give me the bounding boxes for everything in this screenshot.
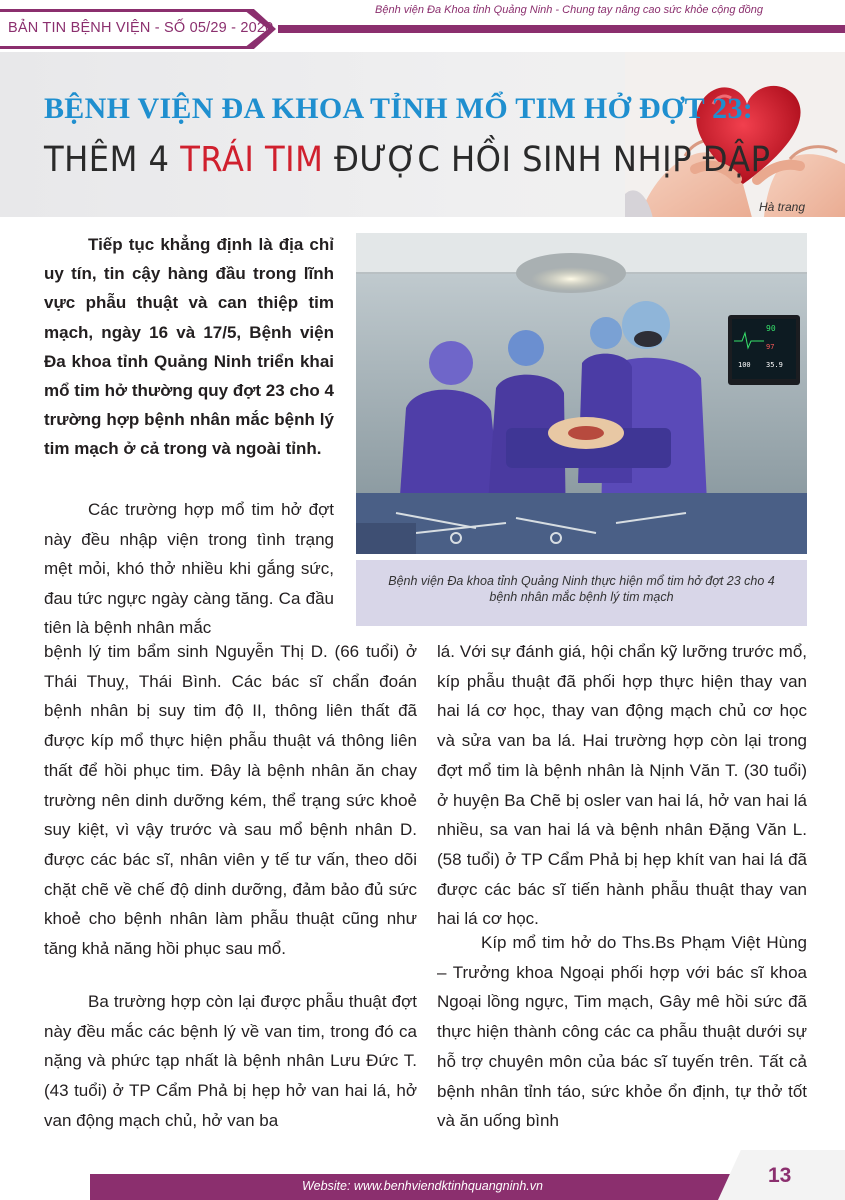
- article-author: Hà trang: [758, 200, 805, 214]
- title-prefix: THÊM 4: [44, 140, 181, 180]
- paragraph-2: Ba trường hợp còn lại được phẫu thuật đợt này đều mắc các bệnh lý về van tim, trong đó ca nặng và phức tạp nhất là bệnh nhân Lưu Đức T. (43 tuổi) ở TP Cẩm Phả bị hẹp hở van hai lá, hở van động mạch chủ, hở van ba: [44, 992, 417, 1130]
- surgery-photo: [356, 233, 807, 554]
- website-link[interactable]: Website: www.benhviendktinhquangninh.vn: [302, 1179, 543, 1193]
- paragraph-3: Kíp mổ tim hở do Ths.Bs Phạm Việt Hùng – Trưởng khoa Ngoại phối hợp với bác sĩ khoa Ngoại lồng ngực, Tim mạch, Gây mê hồi sức đã thực hiện thành công các ca phẫu thuật dưới sự hỗ trợ chuyên môn của bác sĩ tuyến trên. Tất cả bệnh nhân tỉnh táo, sức khỏe ổn định, tự thở tốt và ăn uống bình: [437, 933, 807, 1131]
- paragraph-1-start: Các trường hợp mổ tim hở đợt này đều nhập viện trong tình trạng mệt mỏi, khó thở nhiều khi gắng sức, đau tức ngực ngày càng tăng. Ca đầu tiên là bệnh nhân mắc: [44, 500, 334, 637]
- page-footer: [0, 1162, 845, 1200]
- monitor-readout-2: 97: [766, 343, 775, 351]
- page-header: [0, 0, 845, 50]
- article-lead: Tiếp tục khẳng định là địa chỉ uy tín, tin cậy hàng đầu trong lĩnh vực phẫu thuật và can thiệp tim mạch, ngày 16 và 17/5, Bệnh viện Đa khoa tỉnh Quảng Ninh triển khai mổ tim hở thường quy đợt 23 cho 4 trường hợp bệnh nhân mắc bệnh lý tim mạch ở cả trong và ngoài tỉnh.: [44, 235, 334, 459]
- title-suffix: ĐƯỢC HỒI SINH NHỊP ĐẬP: [323, 140, 771, 180]
- monitor-readout-3: 100: [738, 361, 751, 369]
- hands-holding-heart-image: [625, 52, 845, 217]
- photo-caption: Bệnh viện Đa khoa tỉnh Quảng Ninh thực hiện mổ tim hở đợt 23 cho 4 bệnh nhân mắc bệnh lý tim mạch: [356, 560, 807, 626]
- issue-label: BẢN TIN BỆNH VIỆN - SỐ 05/29 - 2020: [8, 20, 274, 36]
- hospital-slogan: Bệnh viện Đa Khoa tỉnh Quảng Ninh - Chung tay nâng cao sức khỏe cộng đồng: [375, 4, 763, 16]
- monitor-readout-4: 35.9: [766, 361, 783, 369]
- paragraph-2-continued: lá. Với sự đánh giá, hội chẩn kỹ lưỡng trước mổ, kíp phẫu thuật đã phối hợp thực hiện thay van hai lá cơ học, thay van động mạch chủ cơ học và sửa van ba lá. Hai trường hợp còn lại trong đợt mổ tim là bệnh nhân là Nịnh Văn T. (30 tuổi) ở huyện Ba Chẽ bị osler van hai lá, hở van hai lá nhiều, sa van hai lá và bệnh nhân Đặng Văn L. (58 tuổi) ở TP Cẩm Phả bị hẹp khít van hai lá đã được các bác sĩ tiến hành phẫu thuật thay van hai lá cơ học.: [437, 642, 807, 929]
- article-title-line-1: BỆNH VIỆN ĐA KHOA TỈNH MỔ TIM HỞ ĐỢT 23:: [44, 92, 754, 125]
- title-accent: TRÁI TIM: [180, 140, 324, 180]
- article-hero: [0, 52, 845, 217]
- monitor-readout-1: 90: [766, 324, 776, 333]
- article-title-line-2: [44, 140, 770, 180]
- page-number: 13: [768, 1164, 792, 1187]
- header-rule: [278, 25, 845, 33]
- paragraph-1-continued: bệnh lý tim bẩm sinh Nguyễn Thị D. (66 tuổi) ở Thái Thuỵ, Thái Bình. Các bác sĩ chẩn đoán bệnh nhân bị suy tim độ II, thông liên thất đã được kíp mổ thực hiện phẫu thuật vá thông liên thất để hồi phục tim. Đây là bệnh nhân ăn chay trường nên dinh dưỡng kém, thể trạng sức khoẻ suy kiệt, vì vậy trước và sau mổ bệnh nhân D. được các bác sĩ, nhân viên y tế tư vấn, theo dõi chặt chẽ về chế độ dinh dưỡng, đảm bảo đủ sức khoẻ cho bệnh nhân làm phẫu thuật cũng như tăng khả năng hồi phục sau mổ.: [44, 642, 417, 959]
